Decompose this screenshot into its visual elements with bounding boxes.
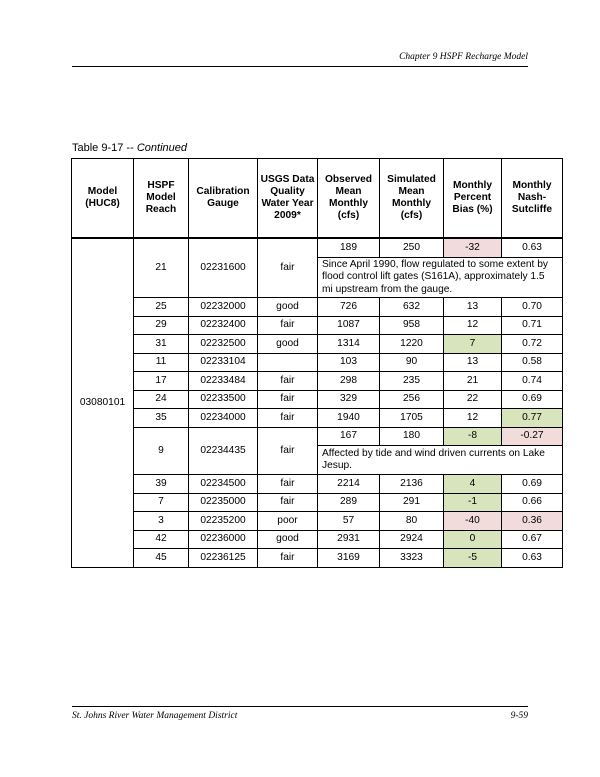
bias-cell: 7 — [444, 335, 502, 354]
simulated-cell: 235 — [380, 372, 444, 391]
bias-cell: 12 — [444, 316, 502, 335]
gauge-cell: 02235200 — [189, 512, 258, 531]
col-header-reach: HSPF Model Reach — [134, 159, 189, 239]
huc8-cell: 03080101 — [72, 238, 134, 567]
quality-cell: fair — [258, 493, 318, 512]
nse-cell: -0.27 — [502, 427, 563, 446]
table-caption — [72, 142, 187, 154]
table-continued: Continued — [136, 142, 187, 154]
bias-cell: 13 — [444, 353, 502, 372]
gauge-cell: 02235000 — [189, 493, 258, 512]
nse-cell: 0.71 — [502, 316, 563, 335]
quality-cell: fair — [258, 316, 318, 335]
bias-cell: 13 — [444, 298, 502, 317]
observed-cell: 3169 — [318, 549, 380, 568]
observed-cell: 726 — [318, 298, 380, 317]
reach-cell: 9 — [134, 427, 189, 475]
table-row — [72, 427, 563, 446]
note-cell: Since April 1990, flow regulated to some extent by flood control lift gates (S161A), approximately 1.5 mi upstream from the gauge. — [318, 257, 563, 298]
quality-cell: good — [258, 335, 318, 354]
simulated-cell: 2136 — [380, 475, 444, 494]
gauge-cell: 02232000 — [189, 298, 258, 317]
gauge-cell: 02233484 — [189, 372, 258, 391]
observed-cell: 2931 — [318, 530, 380, 549]
gauge-cell: 02233500 — [189, 390, 258, 409]
simulated-cell: 2924 — [380, 530, 444, 549]
simulated-cell: 291 — [380, 493, 444, 512]
bias-cell: 4 — [444, 475, 502, 494]
observed-cell: 1940 — [318, 409, 380, 428]
reach-cell: 11 — [134, 353, 189, 372]
bias-cell: -32 — [444, 238, 502, 257]
bias-cell: -8 — [444, 427, 502, 446]
bias-cell: 21 — [444, 372, 502, 391]
observed-cell: 103 — [318, 353, 380, 372]
simulated-cell: 3323 — [380, 549, 444, 568]
nse-cell: 0.66 — [502, 493, 563, 512]
organization-name: St. Johns River Water Management District — [72, 711, 238, 721]
gauge-cell: 02234000 — [189, 409, 258, 428]
nse-cell: 0.36 — [502, 512, 563, 531]
gauge-cell: 02234500 — [189, 475, 258, 494]
bias-cell: -40 — [444, 512, 502, 531]
calibration-table — [71, 158, 563, 568]
observed-cell: 189 — [318, 238, 380, 257]
col-header-observed: Observed Mean Monthly (cfs) — [318, 159, 380, 239]
bias-cell: -5 — [444, 549, 502, 568]
nse-cell: 0.74 — [502, 372, 563, 391]
table-row — [72, 409, 563, 428]
bias-cell: 22 — [444, 390, 502, 409]
reach-cell: 29 — [134, 316, 189, 335]
nse-cell: 0.67 — [502, 530, 563, 549]
nse-cell: 0.70 — [502, 298, 563, 317]
table-row — [72, 353, 563, 372]
simulated-cell: 1220 — [380, 335, 444, 354]
quality-cell: good — [258, 530, 318, 549]
nse-cell: 0.63 — [502, 238, 563, 257]
reach-cell: 7 — [134, 493, 189, 512]
note-cell: Affected by tide and wind driven currents on Lake Jesup. — [318, 446, 563, 475]
quality-cell: fair — [258, 238, 318, 298]
reach-cell: 17 — [134, 372, 189, 391]
col-header-quality: USGS Data Quality Water Year 2009* — [258, 159, 318, 239]
table-row — [72, 372, 563, 391]
simulated-cell: 256 — [380, 390, 444, 409]
chapter-title: Chapter 9 HSPF Recharge Model — [399, 52, 528, 62]
col-header-bias: Monthly Percent Bias (%) — [444, 159, 502, 239]
page-footer — [72, 706, 528, 721]
page-header — [72, 52, 528, 67]
simulated-cell: 250 — [380, 238, 444, 257]
quality-cell: fair — [258, 372, 318, 391]
observed-cell: 289 — [318, 493, 380, 512]
reach-cell: 25 — [134, 298, 189, 317]
reach-cell: 42 — [134, 530, 189, 549]
bias-cell: 0 — [444, 530, 502, 549]
quality-cell: fair — [258, 475, 318, 494]
table-row — [72, 238, 563, 257]
simulated-cell: 632 — [380, 298, 444, 317]
simulated-cell: 90 — [380, 353, 444, 372]
nse-cell: 0.63 — [502, 549, 563, 568]
reach-cell: 31 — [134, 335, 189, 354]
observed-cell: 1314 — [318, 335, 380, 354]
nse-cell: 0.77 — [502, 409, 563, 428]
table-row — [72, 493, 563, 512]
col-header-model: Model (HUC8) — [72, 159, 134, 239]
reach-cell: 35 — [134, 409, 189, 428]
gauge-cell: 02232500 — [189, 335, 258, 354]
nse-cell: 0.69 — [502, 390, 563, 409]
nse-cell: 0.72 — [502, 335, 563, 354]
col-header-simulated: Simulated Mean Monthly (cfs) — [380, 159, 444, 239]
quality-cell: fair — [258, 427, 318, 475]
observed-cell: 329 — [318, 390, 380, 409]
quality-cell: poor — [258, 512, 318, 531]
observed-cell: 57 — [318, 512, 380, 531]
bias-cell: 12 — [444, 409, 502, 428]
simulated-cell: 80 — [380, 512, 444, 531]
col-header-gauge: Calibration Gauge — [189, 159, 258, 239]
simulated-cell: 1705 — [380, 409, 444, 428]
gauge-cell: 02234435 — [189, 427, 258, 475]
nse-cell: 0.69 — [502, 475, 563, 494]
gauge-cell: 02231600 — [189, 238, 258, 298]
quality-cell: fair — [258, 549, 318, 568]
reach-cell: 45 — [134, 549, 189, 568]
table-label: Table 9-17 -- — [72, 142, 134, 154]
col-header-nse: Monthly Nash-Sutcliffe — [502, 159, 563, 239]
table-row — [72, 390, 563, 409]
table-row — [72, 335, 563, 354]
gauge-cell: 02232400 — [189, 316, 258, 335]
table-row — [72, 298, 563, 317]
table-row — [72, 530, 563, 549]
quality-cell: fair — [258, 390, 318, 409]
gauge-cell: 02233104 — [189, 353, 258, 372]
table-row — [72, 549, 563, 568]
observed-cell: 2214 — [318, 475, 380, 494]
quality-cell: good — [258, 298, 318, 317]
simulated-cell: 180 — [380, 427, 444, 446]
bias-cell: -1 — [444, 493, 502, 512]
gauge-cell: 02236000 — [189, 530, 258, 549]
reach-cell: 3 — [134, 512, 189, 531]
table-row — [72, 316, 563, 335]
observed-cell: 298 — [318, 372, 380, 391]
quality-cell: fair — [258, 409, 318, 428]
table-row — [72, 512, 563, 531]
reach-cell: 24 — [134, 390, 189, 409]
gauge-cell: 02236125 — [189, 549, 258, 568]
quality-cell — [258, 353, 318, 372]
observed-cell: 1087 — [318, 316, 380, 335]
nse-cell: 0.58 — [502, 353, 563, 372]
simulated-cell: 958 — [380, 316, 444, 335]
header-row — [72, 159, 563, 239]
table-row — [72, 475, 563, 494]
observed-cell: 167 — [318, 427, 380, 446]
reach-cell: 39 — [134, 475, 189, 494]
page-number: 9-59 — [510, 711, 528, 721]
reach-cell: 21 — [134, 238, 189, 298]
